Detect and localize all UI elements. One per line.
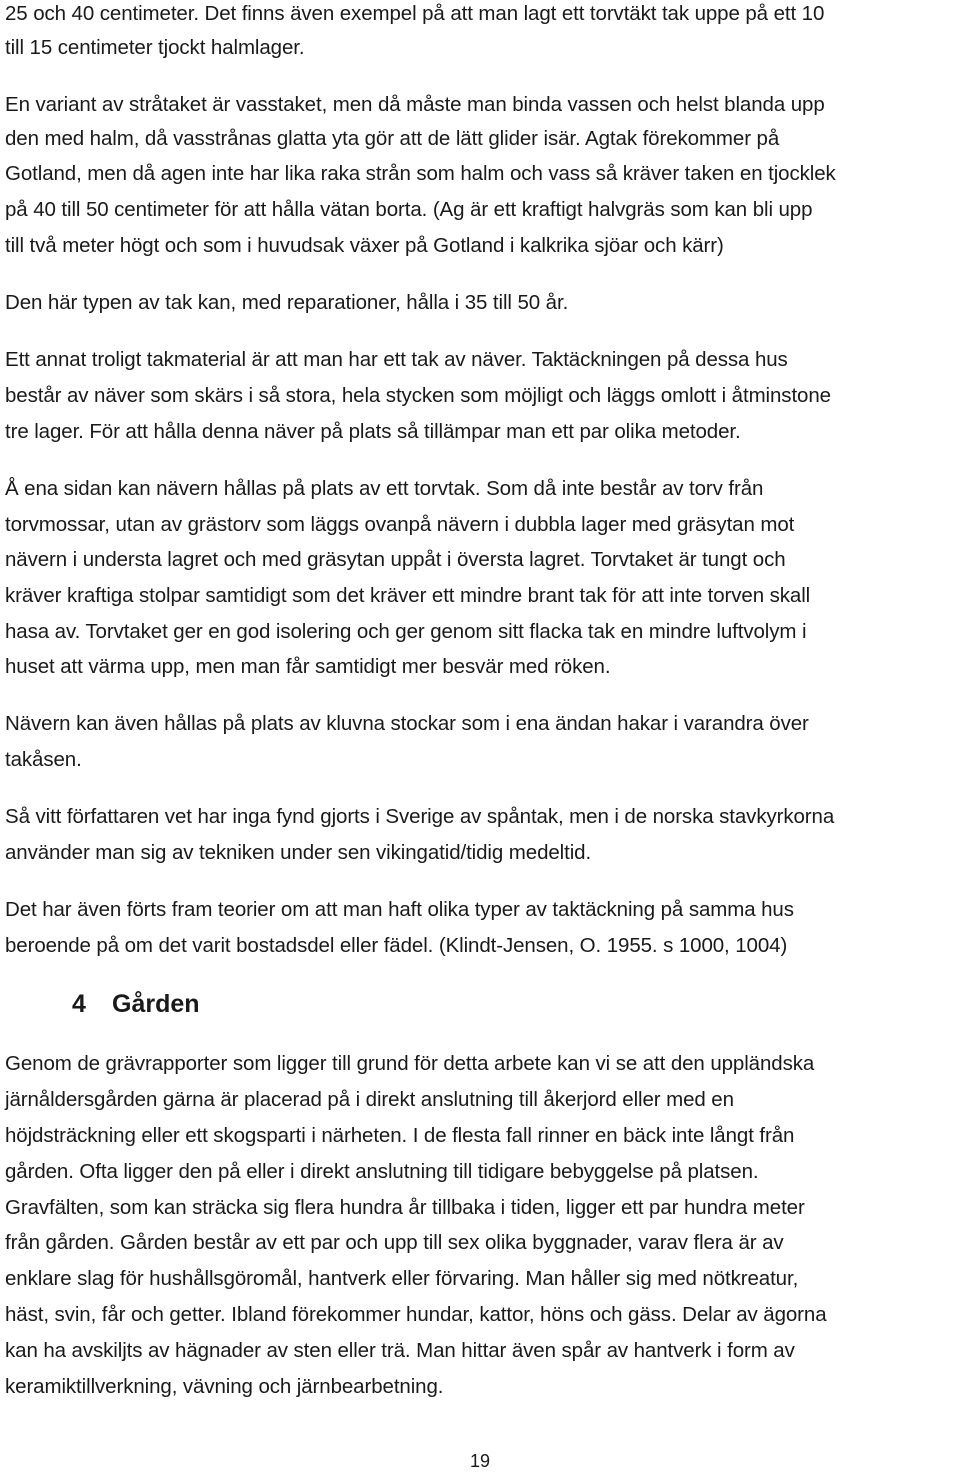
text-line: använder man sig av tekniken under sen vikingatid/tidig medeltid. [5,841,592,864]
text-line: hasa av. Torvtaket ger en god isolering och ger genom sitt flacka tak en mindre luftvolym i [5,620,807,643]
text-line: kräver kraftiga stolpar samtidigt som det kräver ett mindre brant tak för att inte torven skall [5,584,811,607]
text-line: höjdsträckning eller ett skogsparti i närheten. I de flesta fall rinner en bäck inte långt från [5,1124,795,1147]
text-line: kan ha avskiljts av hägnader av sten eller trä. Man hittar även spår av hantverk i form av [5,1339,795,1362]
page-number: 19 [469,1451,491,1471]
text-line: gården. Ofta ligger den på eller i direkt anslutning till tidigare bebyggelse på platsen. [5,1160,759,1183]
text-line: på 40 till 50 centimeter för att hålla vätan borta. (Ag är ett kraftigt halvgräs som kan bli upp [5,198,813,221]
text-line: torvmossar, utan av grästorv som läggs ovanpå nävern i dubbla lager med gräsytan mot [5,513,795,536]
text-line: till två meter högt och som i huvudsak växer på Gotland i kalkrika sjöar och kärr) [5,234,724,257]
text-line: huset att värma upp, men man får samtidigt mer besvär med röken. [5,655,611,678]
text-line: enklare slag för hushållsgöromål, hantverk eller förvaring. Man håller sig med nötkreatur, [5,1267,799,1290]
text-line: keramiktillverkning, vävning och järnbearbetning. [5,1375,444,1398]
text-line: den med halm, då vasstrånas glatta yta gör att de lätt glider isär. Agtak förekommer på [5,127,780,150]
text-line: takåsen. [5,748,82,771]
text-line: beroende på om det varit bostadsdel eller fädel. (Klindt-Jensen, O. 1955. s 1000, 1004) [5,934,788,957]
text-line: Ett annat troligt takmaterial är att man har ett tak av näver. Taktäckningen på dessa hus [5,348,788,371]
text-line: Den här typen av tak kan, med reparationer, hålla i 35 till 50 år. [5,291,569,314]
text-line: till 15 centimeter tjockt halmlager. [5,36,305,59]
text-line: nävern i understa lagret och med gräsytan uppåt i översta lagret. Torvtaket är tungt och [5,548,786,571]
text-line: från gården. Gården består av ett par och upp till sex olika byggnader, varav flera är av [5,1231,784,1254]
text-line: består av näver som skärs i så stora, hela stycken som möjligt och läggs omlott i åtminstone [5,384,831,407]
text-line: 25 och 40 centimeter. Det finns även exempel på att man lagt ett torvtäkt tak uppe på ett 10 [5,2,825,25]
section-number: 4 [72,990,86,1018]
section-title: Gården [112,990,200,1018]
text-line: Så vitt författaren vet har inga fynd gjorts i Sverige av spåntak, men i de norska stavkyrkorna [5,805,835,828]
document-page [5,0,955,1473]
text-line: Gotland, men då agen inte har lika raka strån som halm och vass så kräver taken en tjocklek [5,162,836,185]
text-line: järnåldersgården gärna är placerad på i direkt anslutning till åkerjord eller med en [5,1088,734,1111]
text-line: tre lager. För att hålla denna näver på plats så tillämpar man ett par olika metoder. [5,420,741,443]
text-line: Genom de grävrapporter som ligger till grund för detta arbete kan vi se att den uppländska [5,1052,815,1075]
section-heading [72,988,200,1020]
text-line: Gravfälten, som kan sträcka sig flera hundra år tillbaka i tiden, ligger ett par hundra meter [5,1196,805,1219]
text-line: Nävern kan även hållas på plats av kluvna stockar som i ena ändan hakar i varandra över [5,712,809,735]
text-line: Det har även förts fram teorier om att man haft olika typer av taktäckning på samma hus [5,898,794,921]
text-line: häst, svin, får och getter. Ibland förekommer hundar, kattor, höns och gäss. Delar av ägorna [5,1303,827,1326]
text-line: Å ena sidan kan nävern hållas på plats av ett torvtak. Som då inte består av torv från [5,477,764,500]
text-line: En variant av stråtaket är vasstaket, men då måste man binda vassen och helst blanda upp [5,93,825,116]
